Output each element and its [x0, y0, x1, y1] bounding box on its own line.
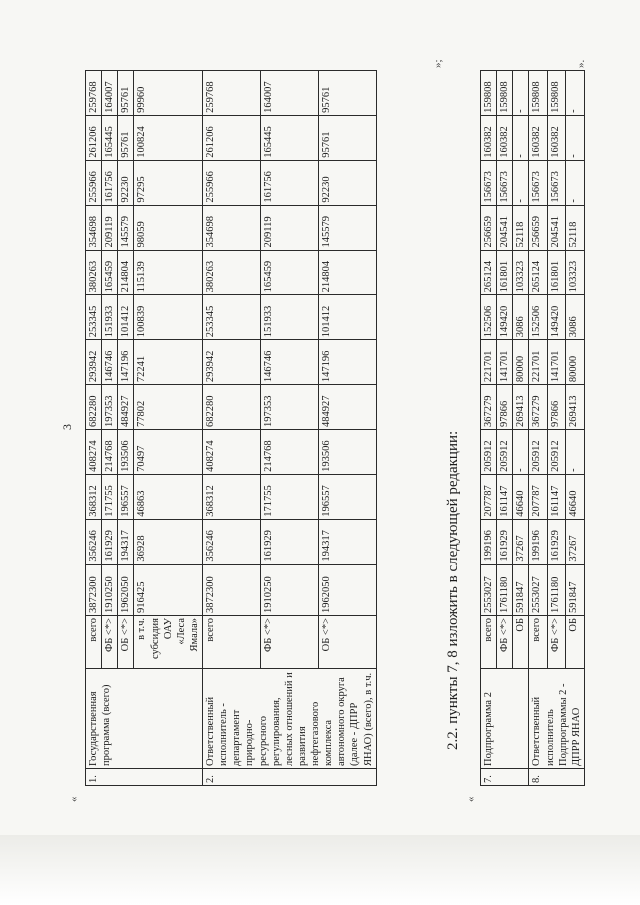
amount-cell: 95761 — [118, 71, 134, 116]
amount-cell: 265124 — [481, 250, 497, 295]
amount-cell: 204541 — [497, 205, 513, 250]
amount-cell: 103323 — [566, 250, 585, 295]
amount-cell: 221701 — [529, 340, 548, 385]
amount-cell: 293942 — [86, 340, 102, 385]
amount-cell: 156673 — [547, 160, 566, 205]
row-number: 7. — [481, 769, 529, 786]
amount-cell: 408274 — [203, 430, 261, 475]
amount-cell: - — [513, 160, 529, 205]
amount-cell: 146746 — [260, 340, 318, 385]
funding-source: всего — [529, 616, 548, 669]
amount-cell: - — [566, 71, 585, 116]
quote-close-2: ». — [575, 59, 587, 68]
amount-cell: 161756 — [102, 160, 118, 205]
amount-cell: 100839 — [134, 295, 203, 340]
amount-cell: 3086 — [566, 295, 585, 340]
amount-cell: 253345 — [86, 295, 102, 340]
amount-cell: 97866 — [497, 385, 513, 430]
amount-cell: 193506 — [318, 430, 376, 475]
scan-margin — [0, 835, 640, 905]
amount-cell: 682280 — [86, 385, 102, 430]
funding-source: ФБ <*> — [497, 616, 513, 669]
amount-cell: 214804 — [318, 250, 376, 295]
amount-cell: - — [566, 160, 585, 205]
amount-cell: 255966 — [86, 160, 102, 205]
amount-cell: - — [513, 115, 529, 160]
amount-cell: 209119 — [102, 205, 118, 250]
row-number: 8. — [529, 769, 585, 786]
amount-cell: 160382 — [481, 115, 497, 160]
amount-cell: 141701 — [497, 340, 513, 385]
amount-cell: 165445 — [260, 115, 318, 160]
quote-open-2: « — [465, 796, 477, 802]
page-number: 3 — [60, 424, 74, 430]
funding-source: ФБ <*> — [260, 616, 318, 669]
amount-cell: 101412 — [118, 295, 134, 340]
amount-cell: 916425 — [134, 564, 203, 615]
amount-cell: - — [513, 430, 529, 475]
amount-cell: 194317 — [118, 519, 134, 564]
amount-cell: 205912 — [529, 430, 548, 475]
amount-cell: 80000 — [566, 340, 585, 385]
table-row — [86, 71, 102, 786]
rotated-content — [30, 30, 610, 810]
amount-cell: 1910250 — [102, 564, 118, 615]
amount-cell: 2553027 — [529, 564, 548, 615]
amount-cell: 161929 — [102, 519, 118, 564]
amount-cell: 161929 — [260, 519, 318, 564]
amount-cell: 92230 — [118, 160, 134, 205]
row-name: Государственная программа (всего) — [86, 669, 203, 769]
amount-cell: 591847 — [566, 564, 585, 615]
amount-cell: 368312 — [86, 474, 102, 519]
amount-cell: 356246 — [86, 519, 102, 564]
amount-cell: 256659 — [529, 205, 548, 250]
amount-cell: 1962050 — [318, 564, 376, 615]
funding-source: ФБ <*> — [547, 616, 566, 669]
amount-cell: 101412 — [318, 295, 376, 340]
amount-cell: 161147 — [497, 474, 513, 519]
amount-cell: 149420 — [497, 295, 513, 340]
table-row — [203, 71, 261, 786]
amount-cell: 46640 — [513, 474, 529, 519]
amount-cell: 367279 — [481, 385, 497, 430]
amount-cell: 256659 — [481, 205, 497, 250]
amount-cell: 161929 — [547, 519, 566, 564]
amount-cell: 165459 — [102, 250, 118, 295]
amount-cell: 160382 — [547, 115, 566, 160]
amount-cell: 80000 — [513, 340, 529, 385]
amount-cell: 46863 — [134, 474, 203, 519]
quote-open-1: « — [68, 796, 80, 802]
amount-cell: 52118 — [513, 205, 529, 250]
amount-cell: 207787 — [481, 474, 497, 519]
amount-cell: 484927 — [118, 385, 134, 430]
amount-cell: 37267 — [513, 519, 529, 564]
funding-source: в т.ч. субсидия ОАУ «Леса Ямала» — [134, 616, 203, 669]
amount-cell: 145579 — [118, 205, 134, 250]
amount-cell: 1962050 — [118, 564, 134, 615]
amount-cell: 221701 — [481, 340, 497, 385]
amount-cell: 194317 — [318, 519, 376, 564]
amount-cell: 269413 — [566, 385, 585, 430]
amount-cell: 164007 — [260, 71, 318, 116]
funding-source: всего — [86, 616, 102, 669]
amount-cell: 145579 — [318, 205, 376, 250]
amount-cell: 152506 — [481, 295, 497, 340]
table-row — [529, 71, 548, 786]
funding-source: всего — [203, 616, 261, 669]
amount-cell: 160382 — [497, 115, 513, 160]
amount-cell: 199196 — [529, 519, 548, 564]
quote-close-1: »; — [432, 59, 444, 68]
amount-cell: 156673 — [481, 160, 497, 205]
amount-cell: 380263 — [203, 250, 261, 295]
amount-cell: 265124 — [529, 250, 548, 295]
funding-source: ОБ — [513, 616, 529, 669]
amount-cell: 259768 — [86, 71, 102, 116]
amount-cell: 261206 — [203, 115, 261, 160]
amount-cell: 159808 — [529, 71, 548, 116]
amount-cell: 1761180 — [547, 564, 566, 615]
amount-cell: 3086 — [513, 295, 529, 340]
row-name: Ответственный исполнитель - департамент природно-ресурсного регулирования, лесных отношений и развития нефтегазового комплекса автономного округа (далее - ДПРР ЯНАО) (всего), в т.ч. — [203, 669, 377, 769]
amount-cell: 77802 — [134, 385, 203, 430]
amount-cell: 149420 — [547, 295, 566, 340]
amount-cell: 151933 — [102, 295, 118, 340]
amount-cell: 3872300 — [86, 564, 102, 615]
amount-cell: 98059 — [134, 205, 203, 250]
amount-cell: 356246 — [203, 519, 261, 564]
amount-cell: 70497 — [134, 430, 203, 475]
amount-cell: 682280 — [203, 385, 261, 430]
amount-cell: 147196 — [118, 340, 134, 385]
amount-cell: - — [566, 115, 585, 160]
amount-cell: 151933 — [260, 295, 318, 340]
amount-cell: 205912 — [497, 430, 513, 475]
amount-cell: 209119 — [260, 205, 318, 250]
amount-cell: 197353 — [260, 385, 318, 430]
amount-cell: 161801 — [547, 250, 566, 295]
amount-cell: 141701 — [547, 340, 566, 385]
amount-cell: 205912 — [547, 430, 566, 475]
amount-cell: 408274 — [86, 430, 102, 475]
amount-cell: 52118 — [566, 205, 585, 250]
amount-cell: 214768 — [260, 430, 318, 475]
amount-cell: 95761 — [318, 115, 376, 160]
amount-cell: 197353 — [102, 385, 118, 430]
amount-cell: 115139 — [134, 250, 203, 295]
amount-cell: 164007 — [102, 71, 118, 116]
amount-cell: 95761 — [118, 115, 134, 160]
amount-cell: - — [566, 430, 585, 475]
funding-source: всего — [481, 616, 497, 669]
row-name: Ответственный исполнитель Подпрограммы 2 - ДПРР ЯНАО — [529, 669, 585, 769]
amount-cell: 156673 — [529, 160, 548, 205]
table-row — [481, 71, 497, 786]
amount-cell: 367279 — [529, 385, 548, 430]
amount-cell: 199196 — [481, 519, 497, 564]
amount-cell: 72241 — [134, 340, 203, 385]
amount-cell: 207787 — [529, 474, 548, 519]
amount-cell: 205912 — [481, 430, 497, 475]
amount-cell: 159808 — [547, 71, 566, 116]
amount-cell: 146746 — [102, 340, 118, 385]
amount-cell: 196557 — [318, 474, 376, 519]
amount-cell: 293942 — [203, 340, 261, 385]
amount-cell: 46640 — [566, 474, 585, 519]
budget-table-1 — [85, 70, 377, 786]
amount-cell: 214804 — [118, 250, 134, 295]
amount-cell: 380263 — [86, 250, 102, 295]
amount-cell: 159808 — [497, 71, 513, 116]
amount-cell: 171755 — [102, 474, 118, 519]
amount-cell: 97866 — [547, 385, 566, 430]
amount-cell: 214768 — [102, 430, 118, 475]
amount-cell: 368312 — [203, 474, 261, 519]
funding-source: ОБ <*> — [318, 616, 376, 669]
amount-cell: 152506 — [529, 295, 548, 340]
amount-cell: 161801 — [497, 250, 513, 295]
amount-cell: 160382 — [529, 115, 548, 160]
amount-cell: 255966 — [203, 160, 261, 205]
amount-cell: 99960 — [134, 71, 203, 116]
amount-cell: 165445 — [102, 115, 118, 160]
amount-cell: 193506 — [118, 430, 134, 475]
amount-cell: 269413 — [513, 385, 529, 430]
amount-cell: 261206 — [86, 115, 102, 160]
amount-cell: 204541 — [547, 205, 566, 250]
amount-cell: 3872300 — [203, 564, 261, 615]
amount-cell: 1910250 — [260, 564, 318, 615]
row-number: 1. — [86, 769, 203, 786]
amount-cell: 165459 — [260, 250, 318, 295]
amount-cell: 161147 — [547, 474, 566, 519]
amount-cell: 92230 — [318, 160, 376, 205]
amount-cell: - — [513, 71, 529, 116]
amount-cell: 484927 — [318, 385, 376, 430]
amount-cell: 1761180 — [497, 564, 513, 615]
amount-cell: 95761 — [318, 71, 376, 116]
amount-cell: 2553027 — [481, 564, 497, 615]
amount-cell: 591847 — [513, 564, 529, 615]
amount-cell: 100824 — [134, 115, 203, 160]
amount-cell: 97295 — [134, 160, 203, 205]
amount-cell: 354698 — [86, 205, 102, 250]
row-number: 2. — [203, 769, 377, 786]
amount-cell: 161756 — [260, 160, 318, 205]
amount-cell: 156673 — [497, 160, 513, 205]
amount-cell: 37267 — [566, 519, 585, 564]
funding-source: ФБ <*> — [102, 616, 118, 669]
amount-cell: 161929 — [497, 519, 513, 564]
amount-cell: 196557 — [118, 474, 134, 519]
funding-source: ОБ <*> — [118, 616, 134, 669]
amount-cell: 259768 — [203, 71, 261, 116]
amount-cell: 354698 — [203, 205, 261, 250]
amount-cell: 171755 — [260, 474, 318, 519]
amount-cell: 147196 — [318, 340, 376, 385]
amount-cell: 36928 — [134, 519, 203, 564]
amount-cell: 253345 — [203, 295, 261, 340]
amendment-paragraph: 2.2. пункты 7, 8 изложить в следующей редакции: — [445, 430, 461, 750]
funding-source: ОБ — [566, 616, 585, 669]
amount-cell: 159808 — [481, 71, 497, 116]
budget-table-2 — [480, 70, 585, 786]
amount-cell: 103323 — [513, 250, 529, 295]
row-name: Подпрограмма 2 — [481, 669, 529, 769]
